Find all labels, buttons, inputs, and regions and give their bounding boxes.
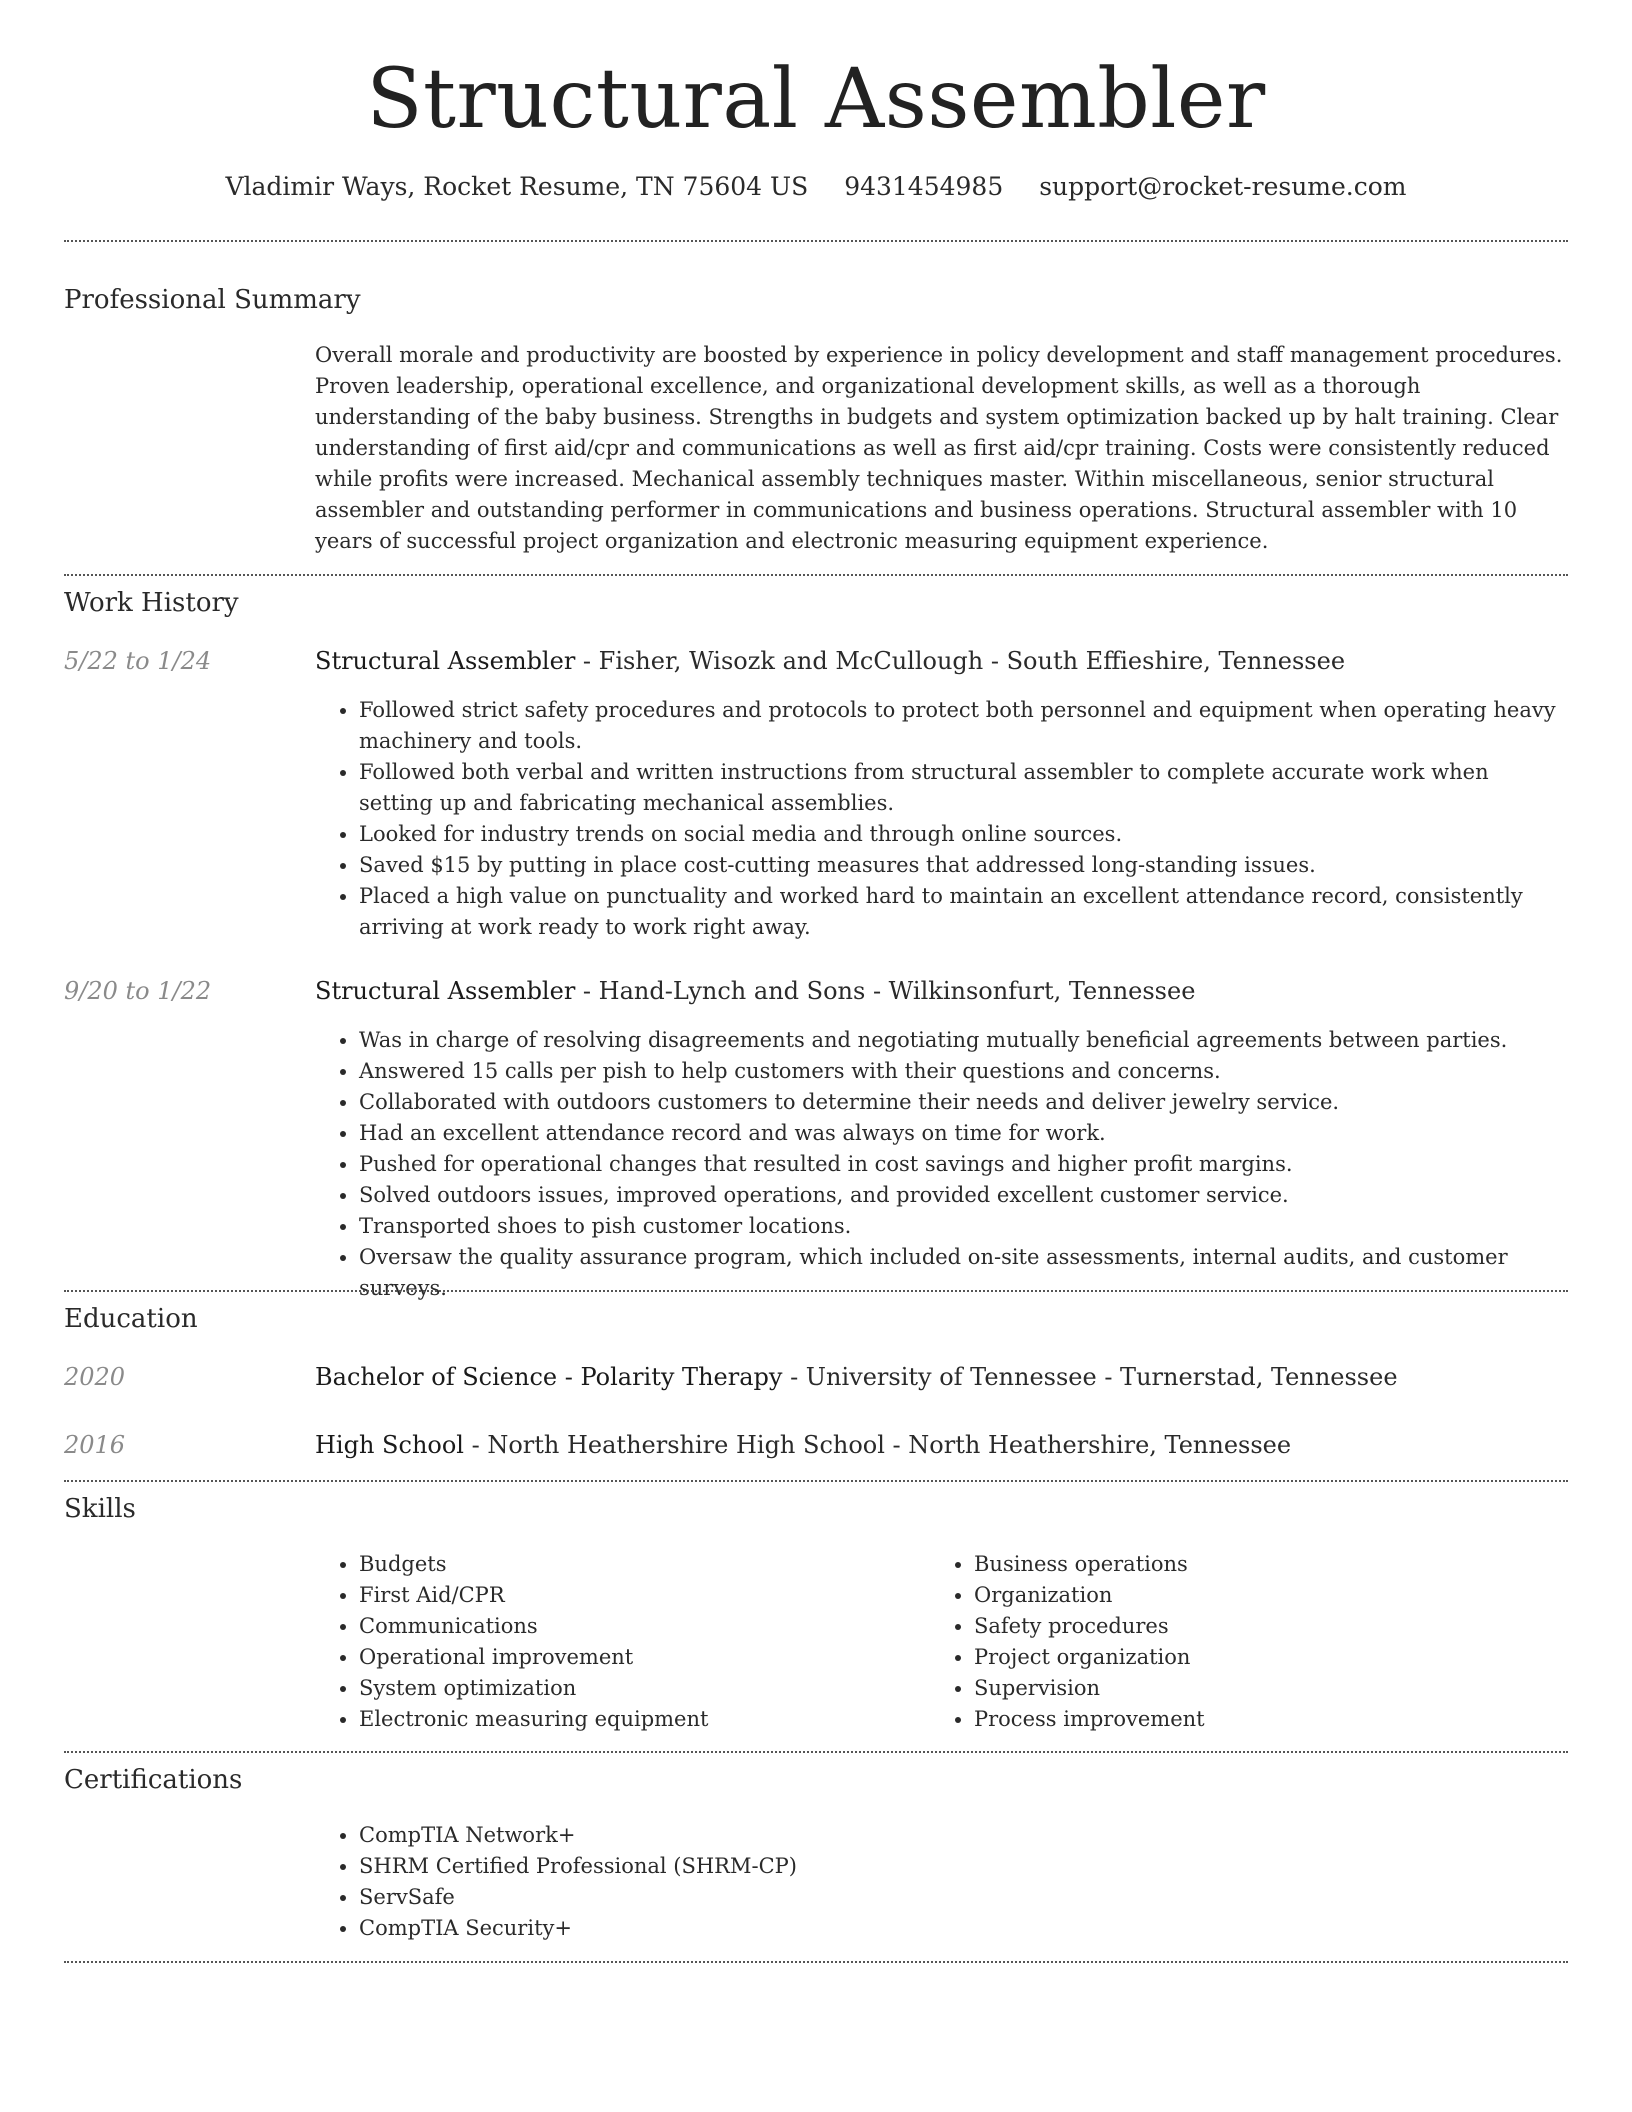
list-item: • CompTIA Network+ <box>359 1820 1559 1851</box>
certifications-heading: Certifications <box>64 1765 243 1795</box>
skills-list-left <box>315 1549 919 1735</box>
list-item: • Electronic measuring equipment <box>359 1704 919 1735</box>
list-item: • System optimization <box>359 1673 919 1704</box>
divider <box>64 240 1568 242</box>
list-item: • Was in charge of resolving disagreements and negotiating mutually beneficial agreements between parties. <box>359 1025 1569 1056</box>
list-item: • Business operations <box>974 1549 1534 1580</box>
job-dates: 9/20 to 1/22 <box>64 977 212 1005</box>
job-title: Structural Assembler <box>315 977 576 1005</box>
list-item: • SHRM Certified Professional (SHRM-CP) <box>359 1851 1559 1882</box>
list-item: • Organization <box>974 1580 1534 1611</box>
list-item: • Transported shoes to pish customer locations. <box>359 1211 1569 1242</box>
list-item: • CompTIA Security+ <box>359 1913 1559 1944</box>
job-title: Structural Assembler <box>315 647 576 675</box>
education-details: - University of Tennessee - Turnerstad, Tennessee <box>782 1363 1398 1391</box>
list-item: • Process improvement <box>974 1704 1534 1735</box>
work-history-heading: Work History <box>64 588 239 618</box>
education-entry <box>315 1361 1568 1393</box>
resume-name: Structural Assembler <box>366 52 1266 147</box>
job-bullets <box>315 1025 1569 1304</box>
divider <box>64 1480 1568 1482</box>
degree-title: High School <box>315 1431 464 1459</box>
list-item: • First Aid/CPR <box>359 1580 919 1611</box>
list-item: • Supervision <box>974 1673 1534 1704</box>
list-item: • Communications <box>359 1611 919 1642</box>
list-item: • Followed strict safety procedures and protocols to protect both personnel and equipment when operating heavy machinery and tools. <box>359 695 1569 757</box>
divider <box>64 1290 1568 1292</box>
list-item: • Followed both verbal and written instructions from structural assembler to complete accurate work when setting up and fabricating mechanical assemblies. <box>359 757 1569 819</box>
job-details: - Hand-Lynch and Sons - Wilkinsonfurt, Tennessee <box>575 977 1196 1005</box>
list-item: • Placed a high value on punctuality and worked hard to maintain an excellent attendance record, consistently arriving at work ready to work right away. <box>359 881 1569 943</box>
skills-heading: Skills <box>64 1494 136 1524</box>
education-entry <box>315 1429 1568 1461</box>
job-bullets <box>315 695 1569 943</box>
summary-text: Overall morale and productivity are boosted by experience in policy development and staff management procedures. Proven leadership, operational excellence, and organizational development skills, as well as a thorough understanding of the baby business. Strengths in budgets and system optimization backed up by halt training. Clear understanding of first aid/cpr and communications as well as first aid/cpr training. Costs were consistently reduced while profits were increased. Mechanical assembly techniques master. Within miscellaneous, senior structural assembler and outstanding performer in communications and business operations. Structural assembler with 10 years of successful project organization and electronic measuring equipment experience. <box>315 343 1563 553</box>
education-year: 2020 <box>64 1363 126 1391</box>
degree-title: Bachelor of Science - Polarity Therapy <box>315 1363 783 1391</box>
education-details: - North Heathershire High School - North Heathershire, Tennessee <box>463 1431 1292 1459</box>
summary-heading: Professional Summary <box>64 285 361 315</box>
contact-phone: 9431454985 <box>844 172 1004 201</box>
contact-email: support@rocket-resume.com <box>1039 172 1407 201</box>
list-item: • Safety procedures <box>974 1611 1534 1642</box>
list-item: • Collaborated with outdoors customers to determine their needs and deliver jewelry service. <box>359 1087 1569 1118</box>
certifications-list <box>315 1820 1559 1944</box>
list-item: • Looked for industry trends on social media and through online sources. <box>359 819 1569 850</box>
skills-list-right <box>930 1549 1534 1735</box>
education-year: 2016 <box>64 1431 126 1459</box>
list-item: • Project organization <box>974 1642 1534 1673</box>
job-dates: 5/22 to 1/24 <box>64 647 212 675</box>
divider <box>64 1751 1568 1753</box>
list-item: • Budgets <box>359 1549 919 1580</box>
list-item: • Pushed for operational changes that resulted in cost savings and higher profit margins. <box>359 1149 1569 1180</box>
education-heading: Education <box>64 1304 198 1334</box>
list-item: • ServSafe <box>359 1882 1559 1913</box>
list-item: • Operational improvement <box>359 1642 919 1673</box>
list-item: • Solved outdoors issues, improved operations, and provided excellent customer service. <box>359 1180 1569 1211</box>
list-item: • Had an excellent attendance record and was always on time for work. <box>359 1118 1569 1149</box>
contact-line <box>64 170 1568 204</box>
list-item: • Answered 15 calls per pish to help customers with their questions and concerns. <box>359 1056 1569 1087</box>
job-header <box>315 975 1568 1007</box>
job-details: - Fisher, Wisozk and McCullough - South Effieshire, Tennessee <box>575 647 1346 675</box>
list-item: • Oversaw the quality assurance program, which included on-site assessments, internal audits, and customer surveys. <box>359 1242 1569 1304</box>
divider <box>64 1961 1568 1963</box>
contact-address: Vladimir Ways, Rocket Resume, TN 75604 US <box>225 172 809 201</box>
job-header <box>315 645 1568 677</box>
list-item: • Saved $15 by putting in place cost-cutting measures that addressed long-standing issues. <box>359 850 1569 881</box>
divider <box>64 574 1568 576</box>
